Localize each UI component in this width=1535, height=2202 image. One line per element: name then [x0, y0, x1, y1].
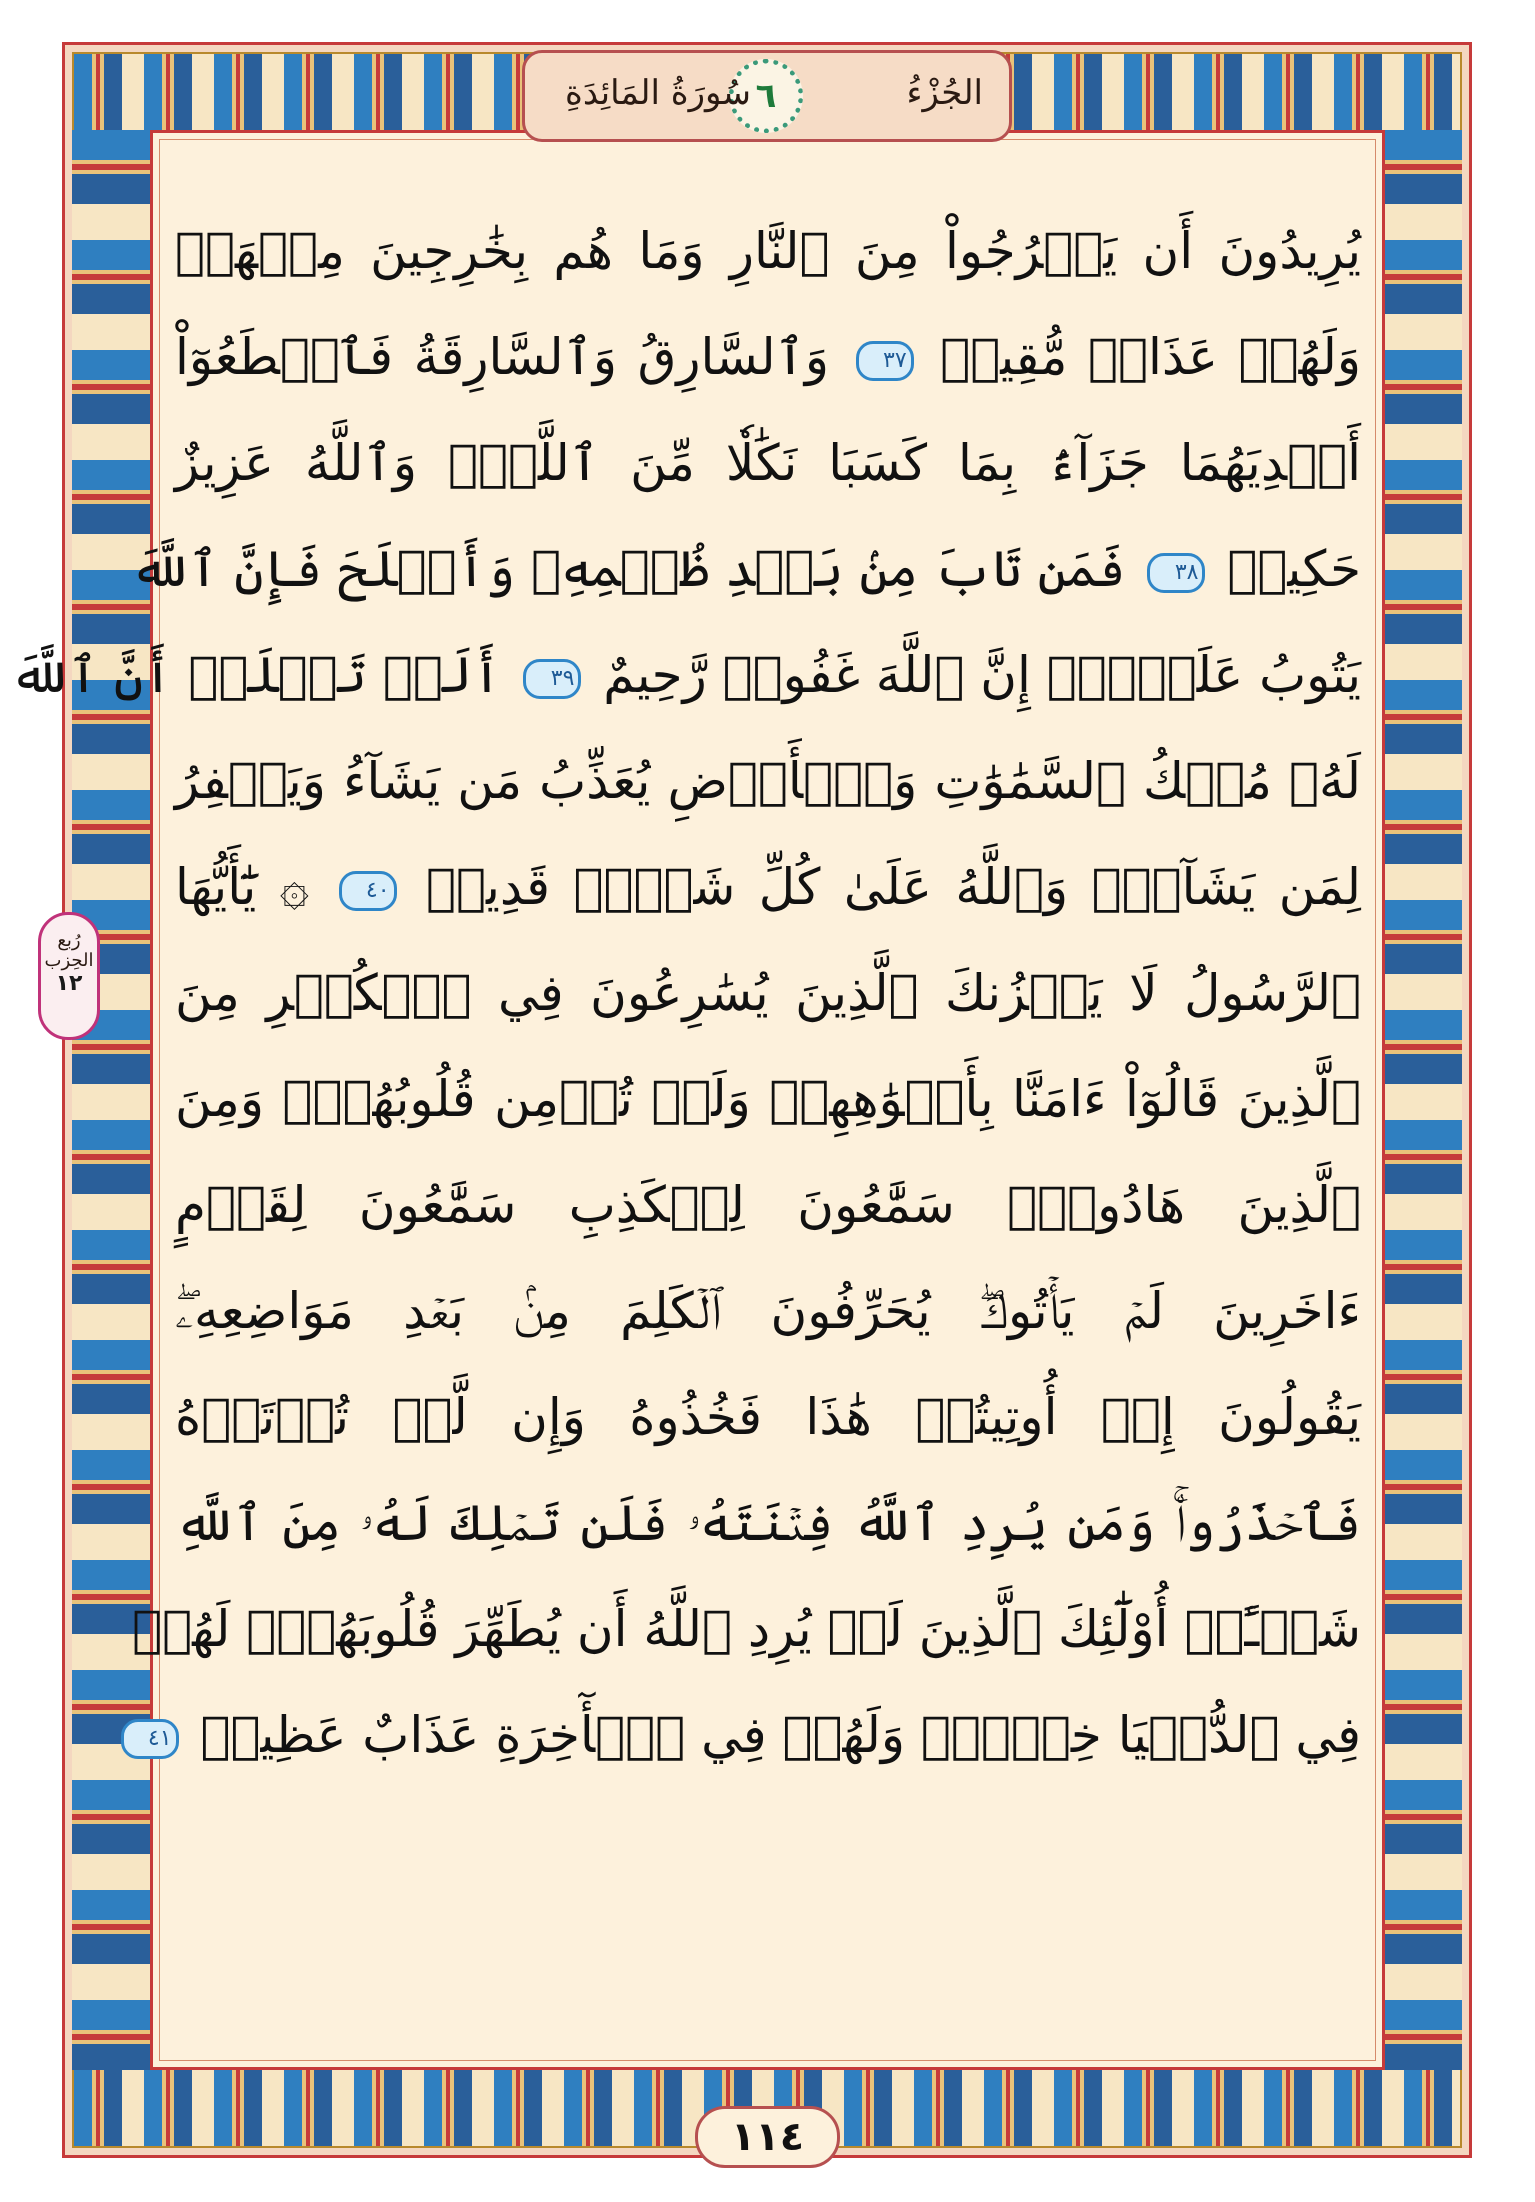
text-line: وَلَهُمۡ عَذَابٞ مُّقِيمٞ ٣٧ وَٱلسَّارِقُ وَٱلسَّارِقَةُ فَٱقۡطَعُوٓاْ	[175, 328, 1361, 386]
text-line: فِي ٱلدُّنۡيَا خِزۡيٞۖ وَلَهُمۡ فِي ٱلۡأٓخِرَةِ عَذَابٌ عَظِيمٞ ٤١	[175, 1682, 1361, 1788]
juz-number-badge: ٦	[729, 59, 803, 133]
juz-label: الجُزْءُ	[906, 73, 983, 113]
verse-number-marker: ٣٨	[1147, 553, 1205, 593]
hizb-quarter-label: رُبع	[57, 930, 81, 951]
verse-number-marker: ٤٠	[339, 871, 397, 911]
text-line: يَقُولُونَ إِنۡ أُوتِيتُمۡ هَٰذَا فَخُذُوهُ وَإِن لَّمۡ تُؤۡتَوۡهُ	[175, 1388, 1361, 1446]
text-line: أَيۡدِيَهُمَا جَزَآءَۢ بِمَا كَسَبَا نَكَٰلٗا مِّنَ ٱللَّهِۗ وَٱللَّهُ عَزِيزٌ	[175, 434, 1361, 492]
surah-title: سُورَةُ المَائِدَةِ	[565, 73, 752, 113]
text-line: شَيۡـًٔاۚ أُوْلَٰٓئِكَ ٱلَّذِينَ لَمۡ يُرِدِ ٱللَّهُ أَن يُطَهِّرَ قُلُوبَهُمۡۚ لَهُمۡ	[132, 1600, 1361, 1658]
verse-number-marker: ٣٧	[856, 341, 914, 381]
page-header	[522, 50, 1012, 142]
hizb-marker	[38, 912, 100, 1040]
text-line: يَتُوبُ عَلَيۡهِۚ إِنَّ ٱللَّهَ غَفُورٞ رَّحِيمٌ ٣٩ أَلَمۡ تَعۡلَمۡ أَنَّ ٱللَّهَ	[10, 646, 1361, 704]
text-line: لَهُۥ مُلۡكُ ٱلسَّمَٰوَٰتِ وَٱلۡأَرۡضِ يُعَذِّبُ مَن يَشَآءُ وَيَغۡفِرُ	[175, 752, 1361, 810]
text-line: ٱلرَّسُولُ لَا يَحۡزُنكَ ٱلَّذِينَ يُسَٰرِعُونَ فِي ٱلۡكُفۡرِ مِنَ	[175, 964, 1361, 1022]
verse-number-marker: ٤١	[121, 1719, 179, 1759]
ornamental-border-right	[1385, 130, 1462, 2070]
text-line: لِمَن يَشَآءُۗ وَٱللَّهُ عَلَىٰ كُلِّ شَيۡءٖ قَدِيرٞ ٤٠ ۞ يَٰٓأَيُّهَا	[175, 858, 1361, 916]
hizb-label: الحِزب	[44, 950, 94, 971]
page-number: ١١٤	[695, 2106, 840, 2168]
text-line: يُرِيدُونَ أَن يَخۡرُجُواْ مِنَ ٱلنَّارِ وَمَا هُم بِخَٰرِجِينَ مِنۡهَاۖ	[175, 222, 1361, 280]
text-line: ءَاخَرِينَ لَمۡ يَأۡتُوكَۖ يُحَرِّفُونَ ٱلۡكَلِمَ مِنۢ بَعۡدِ مَوَاضِعِهِۦۖ	[175, 1282, 1361, 1340]
text-line: حَكِيمٞ ٣٨ فَمَن تَابَ مِنۢ بَعۡدِ ظُلۡمِهِۦ وَأَصۡلَحَ فَإِنَّ ٱللَّهَ	[130, 540, 1361, 598]
text-line: فَٱحۡذَرُواْۚ وَمَن يُرِدِ ٱللَّهُ فِتۡنَتَهُۥ فَلَن تَمۡلِكَ لَهُۥ مِنَ ٱللَّهِ	[175, 1494, 1361, 1552]
hizb-number: ١٢	[55, 971, 83, 996]
text-line: ٱلَّذِينَ هَادُواْۛ سَمَّٰعُونَ لِلۡكَذِبِ سَمَّٰعُونَ لِقَوۡمٍ	[175, 1176, 1361, 1234]
verse-number-marker: ٣٩	[523, 659, 581, 699]
text-line: ٱلَّذِينَ قَالُوٓاْ ءَامَنَّا بِأَفۡوَٰهِهِمۡ وَلَمۡ تُؤۡمِن قُلُوبُهُمۡۛ وَمِنَ	[175, 1070, 1361, 1128]
